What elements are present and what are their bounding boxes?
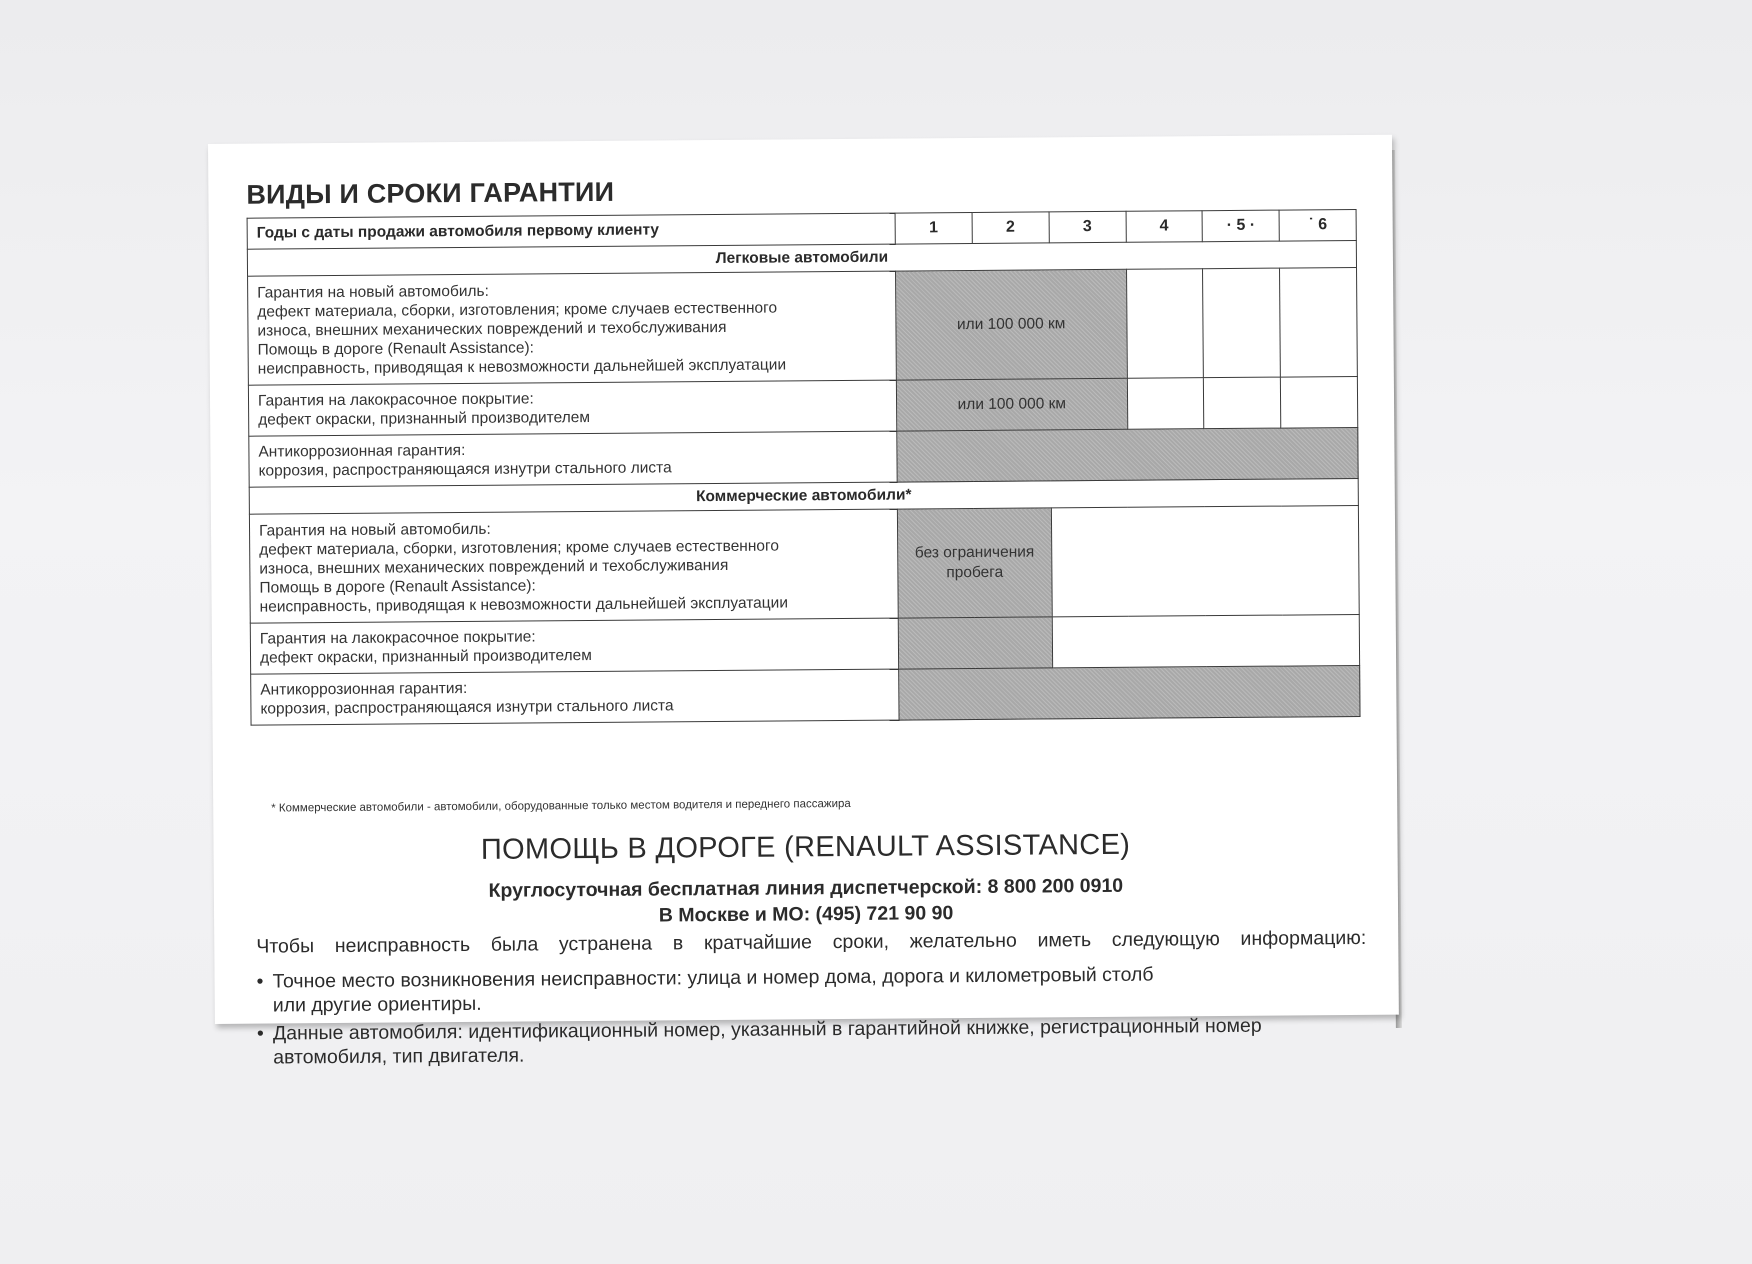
- footnote: * Коммерческие автомобили - автомобили, оборудованные только местом водителя и переднего пассажира: [271, 797, 851, 815]
- desc-line: дефект материала, сборки, изготовления; кроме случаев естественного: [259, 537, 780, 559]
- row-description: [250, 618, 898, 674]
- desc-line: дефект окраски, признанный производителем: [259, 647, 592, 667]
- intro-paragraph: Чтобы неисправность была устранена в кратчайшие сроки, желательно иметь следующую информацию:: [256, 926, 1367, 958]
- bullet-line: Данные автомобиля: идентификационный номер, указанный в гарантийной книжке, регистрационный номер: [272, 1014, 1262, 1045]
- coverage-cell: или 100 000 км: [896, 378, 1127, 431]
- assistance-title: ПОМОЩЬ В ДОРОГЕ (RENAULT ASSISTANCE): [480, 828, 1131, 866]
- table-row: [248, 376, 1357, 436]
- bullet-line: автомобиля, тип двигателя.: [273, 1044, 525, 1069]
- desc-line: дефект материала, сборки, изготовления; кроме случаев естественного: [257, 299, 778, 321]
- section-title-passenger: Легковые автомобили: [247, 240, 1356, 276]
- coverage-cell: [897, 427, 1358, 482]
- table-row: [250, 614, 1359, 674]
- empty-cell: [1127, 378, 1204, 430]
- empty-cell: [1204, 377, 1281, 429]
- year-1: 1: [895, 213, 972, 245]
- table-row: [249, 427, 1358, 487]
- coverage-cell: [899, 665, 1360, 720]
- empty-cell: [1052, 614, 1360, 667]
- empty-cell: [1281, 376, 1358, 428]
- row-description: [248, 380, 896, 436]
- desc-line: Помощь в дороге (Renault Assistance):: [259, 576, 536, 597]
- year-5: · 5 ·: [1202, 210, 1279, 242]
- desc-line: износа, внешних механических повреждений и техобслуживания: [257, 318, 727, 340]
- empty-cell: [1051, 505, 1359, 616]
- desc-line: Гарантия на новый автомобиль:: [257, 282, 489, 302]
- table-row: [249, 505, 1359, 623]
- year-2: 2: [972, 212, 1049, 244]
- empty-cell: [1203, 268, 1281, 378]
- warranty-page: [208, 135, 1399, 1069]
- coverage-cell: или 100 000 км: [896, 269, 1127, 380]
- desc-line: дефект окраски, признанный производителем: [258, 409, 591, 429]
- row-description: [248, 271, 897, 385]
- year-3: 3: [1049, 211, 1126, 243]
- desc-line: Помощь в дороге (Renault Assistance):: [257, 338, 535, 359]
- coverage-cell: [898, 617, 1052, 669]
- year-6: ˙ 6: [1279, 209, 1356, 241]
- desc-line: Антикоррозионная гарантия:: [260, 679, 468, 699]
- years-header-label: Годы с даты продажи автомобиля первому клиенту: [247, 213, 895, 249]
- desc-line: коррозия, распространяющаяся изнутри стального листа: [260, 697, 674, 718]
- bullet-icon: •: [256, 970, 264, 993]
- desc-line: Гарантия на лакокрасочное покрытие:: [259, 628, 536, 648]
- row-description: [249, 431, 897, 487]
- hotline-text: Круглосуточная бесплатная линия диспетчерской: 8 800 200 0910: [488, 874, 1124, 902]
- table-row: [248, 267, 1358, 385]
- desc-line: износа, внешних механических повреждений и техобслуживания: [259, 556, 729, 578]
- coverage-text: без ограничения: [914, 543, 1035, 562]
- bullet-line: Точное место возникновения неисправности: улица и номер дома, дорога и километровый столб: [272, 963, 1154, 993]
- warranty-table: [247, 209, 1361, 726]
- desc-line: Антикоррозионная гарантия:: [258, 441, 466, 461]
- coverage-cell: [897, 508, 1052, 618]
- page-title: ВИДЫ И СРОКИ ГАРАНТИИ: [246, 176, 615, 210]
- section-title-commercial: Коммерческие автомобили*: [249, 478, 1358, 514]
- desc-line: Гарантия на лакокрасочное покрытие:: [257, 390, 534, 410]
- row-description: [249, 509, 898, 623]
- table-row: [251, 665, 1360, 725]
- desc-line: неисправность, приводящая к невозможности дальнейшей эксплуатации: [259, 593, 789, 616]
- desc-line: коррозия, распространяющаяся изнутри стального листа: [258, 459, 672, 480]
- desc-line: Гарантия на новый автомобиль:: [258, 520, 491, 540]
- bullet-line: или другие ориентиры.: [272, 992, 482, 1017]
- coverage-text: пробега: [946, 563, 1004, 582]
- row-description: [251, 669, 899, 725]
- empty-cell: [1126, 269, 1204, 379]
- desc-line: неисправность, приводящая к невозможности дальнейшей эксплуатации: [257, 355, 787, 378]
- list-item: [256, 961, 1356, 1018]
- empty-cell: [1280, 267, 1358, 377]
- list-item: [257, 1013, 1357, 1070]
- bullet-icon: •: [256, 1022, 264, 1045]
- year-4: 4: [1126, 211, 1203, 243]
- moscow-phone-text: В Москве и МО: (495) 721 90 90: [658, 902, 954, 927]
